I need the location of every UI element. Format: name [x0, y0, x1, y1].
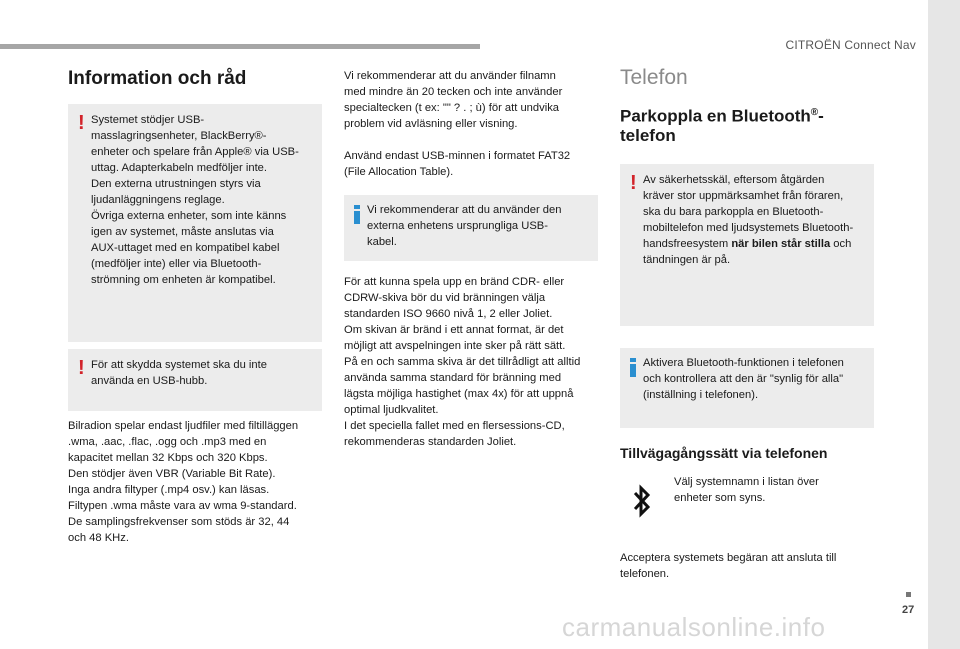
warning-text-part: och tändningen är på. [643, 238, 852, 266]
page-number: 27 [902, 604, 915, 616]
warning-box-safety [620, 164, 874, 326]
heading-pair-bluetooth [620, 103, 900, 145]
heading-line2: telefon [620, 125, 676, 145]
side-strip [928, 0, 960, 649]
header-brand: CITROËN Connect Nav [785, 38, 916, 52]
paragraph-accept-request: Acceptera systemets begäran att ansluta till telefonen. [620, 552, 837, 580]
warning-text-usb: Systemet stödjer USB- masslagringsenheter, BlackBerry®- enheter och spelare från Apple® via USB- uttag. Adapterkabeln medföljer inte. Den externa utrustningen styrs via ljudanläggningens reglage. Övriga externa enheter, som inte känns igen av systemet, måste anslutas via AUX-uttaget med en kompatibel kabel (medföljer inte) eller via Bluetooth- strömning om enheten är kompatibel. [91, 114, 299, 286]
section-title-telefon: Telefon [620, 66, 688, 89]
page-title: Information och råd [68, 68, 247, 89]
warning-icon: ! [630, 172, 637, 194]
info-box-cable [344, 195, 598, 261]
top-rule [0, 44, 480, 49]
info-text-cable: Vi rekommenderar att du använder den externa enhetens ursprungliga USB- kabel. [367, 204, 562, 248]
warning-text-part: Av säkerhetsskäl, eftersom åtgärden kräver stor uppmärksamhet från föraren, ska du bara parkoppla en Bluetooth- mobiltelefon med ljudsystemets Bluetooth- handsfreesystem [643, 174, 854, 250]
watermark: carmanualsonline.info [562, 612, 826, 642]
paragraph-file-formats: Bilradion spelar endast ljudfiler med filtilläggen .wma, .aac, .flac, .ogg och .mp3 med en kapacitet mellan 32 Kbps och 320 Kbps. Den stödjer även VBR (Variable Bit Rate). Inga andra filtyper (.mp4 osv.) kan läsas. Filtypen .wma måste vara av wma 9-standard. De samplingsfrekvenser som stöds är 32, 44 och 48 KHz. [68, 420, 299, 544]
warning-icon: ! [78, 357, 85, 379]
info-box-bluetooth [620, 348, 874, 428]
warning-text-bold: när bilen står stilla [731, 238, 831, 250]
warning-text-safety [643, 172, 873, 268]
info-text-bluetooth: Aktivera Bluetooth-funktionen i telefonen och kontrollera att den är "synlig för alla" (inställning i telefonen). [643, 357, 844, 401]
paragraph-cd-burning: För att kunna spela upp en bränd CDR- eller CDRW-skiva bör du vid bränningen välja standarden ISO 9660 nivå 1, 2 eller Joliet. Om skivan är bränd i ett annat format, är det möjligt att avspelningen inte sker på rätt sätt. På en och samma skiva är det tillrådligt att alltid använda samma standard för bränning med lägsta möjliga hastighet (max 4x) för att uppnå optimal ljudkvalitet. I det speciella fallet med en flersessions-CD, rekommenderas standarden Joliet. [344, 276, 581, 448]
step-select-system: Välj systemnamn i listan över enheter som syns. [674, 476, 819, 504]
warning-box-hub [68, 349, 322, 411]
info-icon [354, 205, 360, 223]
registered-mark: ® [810, 107, 819, 118]
paragraph-filenames: Vi rekommenderar att du använder filnamn med mindre än 20 tecken och inte använder specialtecken (t ex: "" ? . ; ù) för att undvika problem vid avläsning eller visning. [344, 70, 563, 130]
warning-icon: ! [78, 112, 85, 134]
heading-dash: - [818, 106, 824, 126]
page-marker [906, 592, 911, 597]
warning-text-hub: För att skydda systemet ska du inte använda en USB-hubb. [91, 359, 267, 387]
bluetooth-icon [630, 484, 654, 518]
info-icon [630, 358, 636, 376]
subheading-via-phone: Tillvägagångssätt via telefonen [620, 445, 828, 461]
warning-box-usb [68, 104, 322, 342]
heading-line1: Parkoppla en Bluetooth [620, 106, 811, 126]
paragraph-fat32: Använd endast USB-minnen i formatet FAT32 (File Allocation Table). [344, 150, 571, 178]
